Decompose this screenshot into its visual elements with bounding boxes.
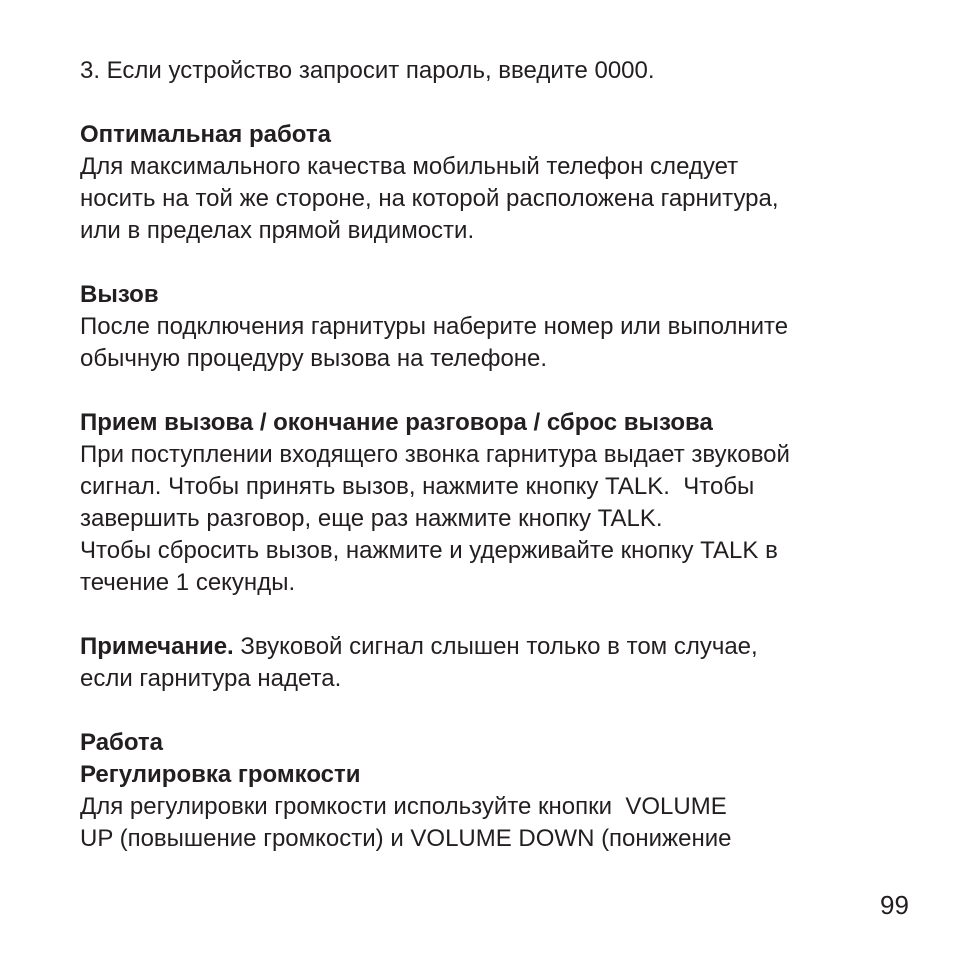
- optimal-line-3: или в пределах прямой видимости.: [80, 217, 475, 244]
- answer-line-4: Чтобы сбросить вызов, нажмите и удерживайте кнопку TALK в: [80, 537, 778, 564]
- operation-heading: Работа: [80, 729, 164, 756]
- step-3-text: 3. Если устройство запросит пароль, введите 0000.: [80, 57, 655, 84]
- call-line-2: обычную процедуру вызова на телефоне.: [80, 345, 548, 372]
- note-label: Примечание.: [80, 633, 234, 660]
- volume-line-2: UP (повышение громкости) и VOLUME DOWN (понижение: [80, 825, 732, 852]
- answer-heading: Прием вызова / окончание разговора / сброс вызова: [80, 409, 713, 436]
- call-line-1: После подключения гарнитуры наберите номер или выполните: [80, 313, 789, 340]
- optimal-line-2: носить на той же стороне, на которой расположена гарнитура,: [80, 185, 779, 212]
- answer-line-5: течение 1 секунды.: [80, 569, 296, 596]
- optimal-line-1: Для максимального качества мобильный телефон следует: [80, 153, 739, 180]
- answer-line-3: завершить разговор, еще раз нажмите кнопку TALK.: [80, 505, 663, 532]
- document-page: [80, 55, 900, 855]
- note-line-1: [80, 631, 900, 663]
- call-heading: Вызов: [80, 281, 159, 308]
- volume-subheading: Регулировка громкости: [80, 761, 361, 788]
- answer-line-2: сигнал. Чтобы принять вызов, нажмите кнопку TALK. Чтобы: [80, 473, 755, 500]
- spacer: [80, 375, 900, 407]
- spacer: [80, 599, 900, 631]
- optimal-heading: Оптимальная работа: [80, 121, 331, 148]
- spacer: [80, 247, 900, 279]
- answer-line-1: При поступлении входящего звонка гарнитура выдает звуковой: [80, 441, 790, 468]
- note-line-2: если гарнитура надета.: [80, 665, 342, 692]
- volume-line-1: Для регулировки громкости используйте кнопки VOLUME: [80, 793, 727, 820]
- note-text: Звуковой сигнал слышен только в том случае,: [233, 633, 758, 660]
- page-number: 99: [880, 890, 909, 920]
- spacer: [80, 87, 900, 119]
- spacer: [80, 695, 900, 727]
